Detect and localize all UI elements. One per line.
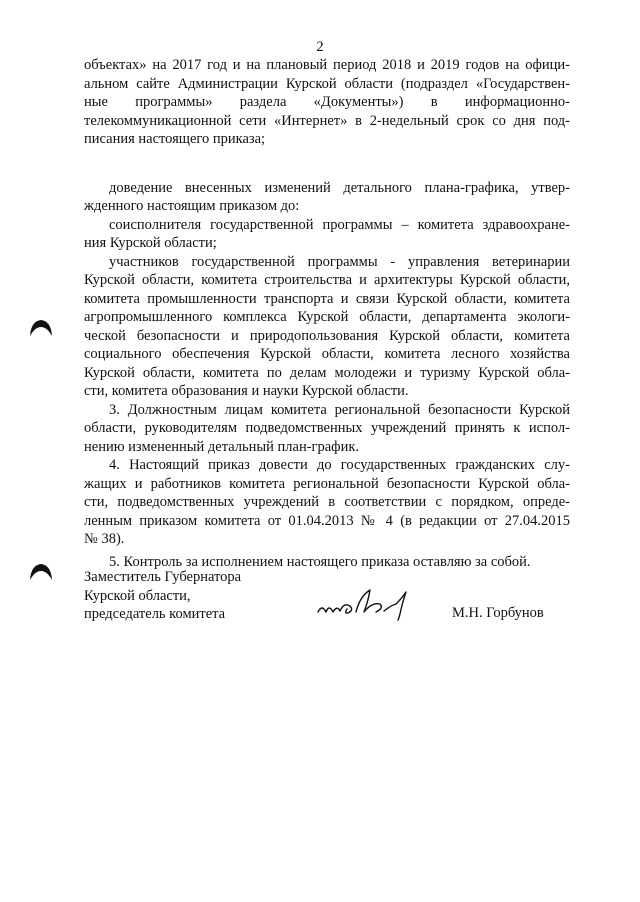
text-line: ные программы» раздела «Документы») в информационно- (84, 94, 570, 110)
text-line: нению измененный детальный план-график. (84, 438, 360, 455)
text-line: 4. Настоящий приказ довести до государственных гражданских слу- (109, 457, 570, 473)
text-line: агропромышленного комплекса Курской области, департамента экологи- (84, 309, 570, 325)
signatory-title (84, 568, 284, 624)
text-line: № 38). (84, 531, 125, 547)
page-number: 2 (316, 39, 324, 55)
signatory-position-line: председатель комитета (84, 606, 226, 622)
text-line: жденного настоящим приказом до: (84, 198, 300, 214)
text-line: объектах» на 2017 год и на плановый период 2018 и 2019 годов на офици- (84, 57, 570, 73)
text-line: писания настоящего приказа; (84, 131, 266, 147)
paragraph-publication (84, 56, 570, 149)
text-line: участников государственной программы - управления ветеринарии (109, 253, 570, 270)
text-line: ческой безопасности и природопользования Курской области, комитета (84, 327, 570, 344)
text-line: Курской области, комитета по делам молодежи и туризму Курской обла- (84, 364, 570, 381)
text-line: 3. Должностным лицам комитета региональной безопасности Курской (109, 401, 570, 418)
text-line: ленным приказом комитета от 01.04.2013 № 4 (в редакции от 27.04.2015 (84, 512, 570, 529)
handwritten-signature (314, 582, 424, 624)
text-line: соисполнителя государственной программы – комитета здравоохране- (109, 216, 570, 233)
text-line: жащих и работников комитета региональной безопасности Курской обла- (84, 475, 570, 492)
punch-hole-mark (28, 318, 54, 338)
text-line: социального обеспечения Курской области, комитета лесного хозяйства (84, 346, 570, 362)
text-line: комитета промышленности транспорта и связи Курской области, комитета (84, 290, 570, 307)
text-line: телекоммуникационной сети «Интернет» в 2-недельный срок со дня под- (84, 112, 570, 129)
text-line: сти, подведомственных учреждений в соответствии с порядком, опреде- (84, 494, 570, 510)
paragraph-bringing-changes (84, 179, 570, 216)
text-line: 5. Контроль за исполнением настоящего приказа оставляю за собой. (109, 553, 531, 570)
signatory-position-line: Курской области, (84, 587, 191, 604)
paragraph-co-executor (84, 216, 570, 253)
paragraph-gap (84, 149, 570, 179)
punch-hole-mark (28, 562, 54, 582)
text-line: Курской области, комитета строительства и архитектуры Курской области, (84, 272, 570, 288)
document-body (84, 56, 570, 571)
paragraph-item-3 (84, 401, 570, 457)
paragraph-participants (84, 253, 570, 401)
paragraph-item-4 (84, 456, 570, 549)
signatory-position-line: Заместитель Губернатора (84, 569, 242, 585)
text-line: области, руководителям подведомственных учреждений принять к испол- (84, 420, 570, 436)
text-line: ния Курской области; (84, 235, 217, 251)
text-line: доведение внесенных изменений детального плана-графика, утвер- (109, 179, 570, 196)
text-line: сти, комитета образования и науки Курской области. (84, 383, 409, 399)
text-line: альном сайте Администрации Курской области (подраздел «Государствен- (84, 75, 570, 92)
signatory-name: М.Н. Горбунов (452, 605, 544, 621)
